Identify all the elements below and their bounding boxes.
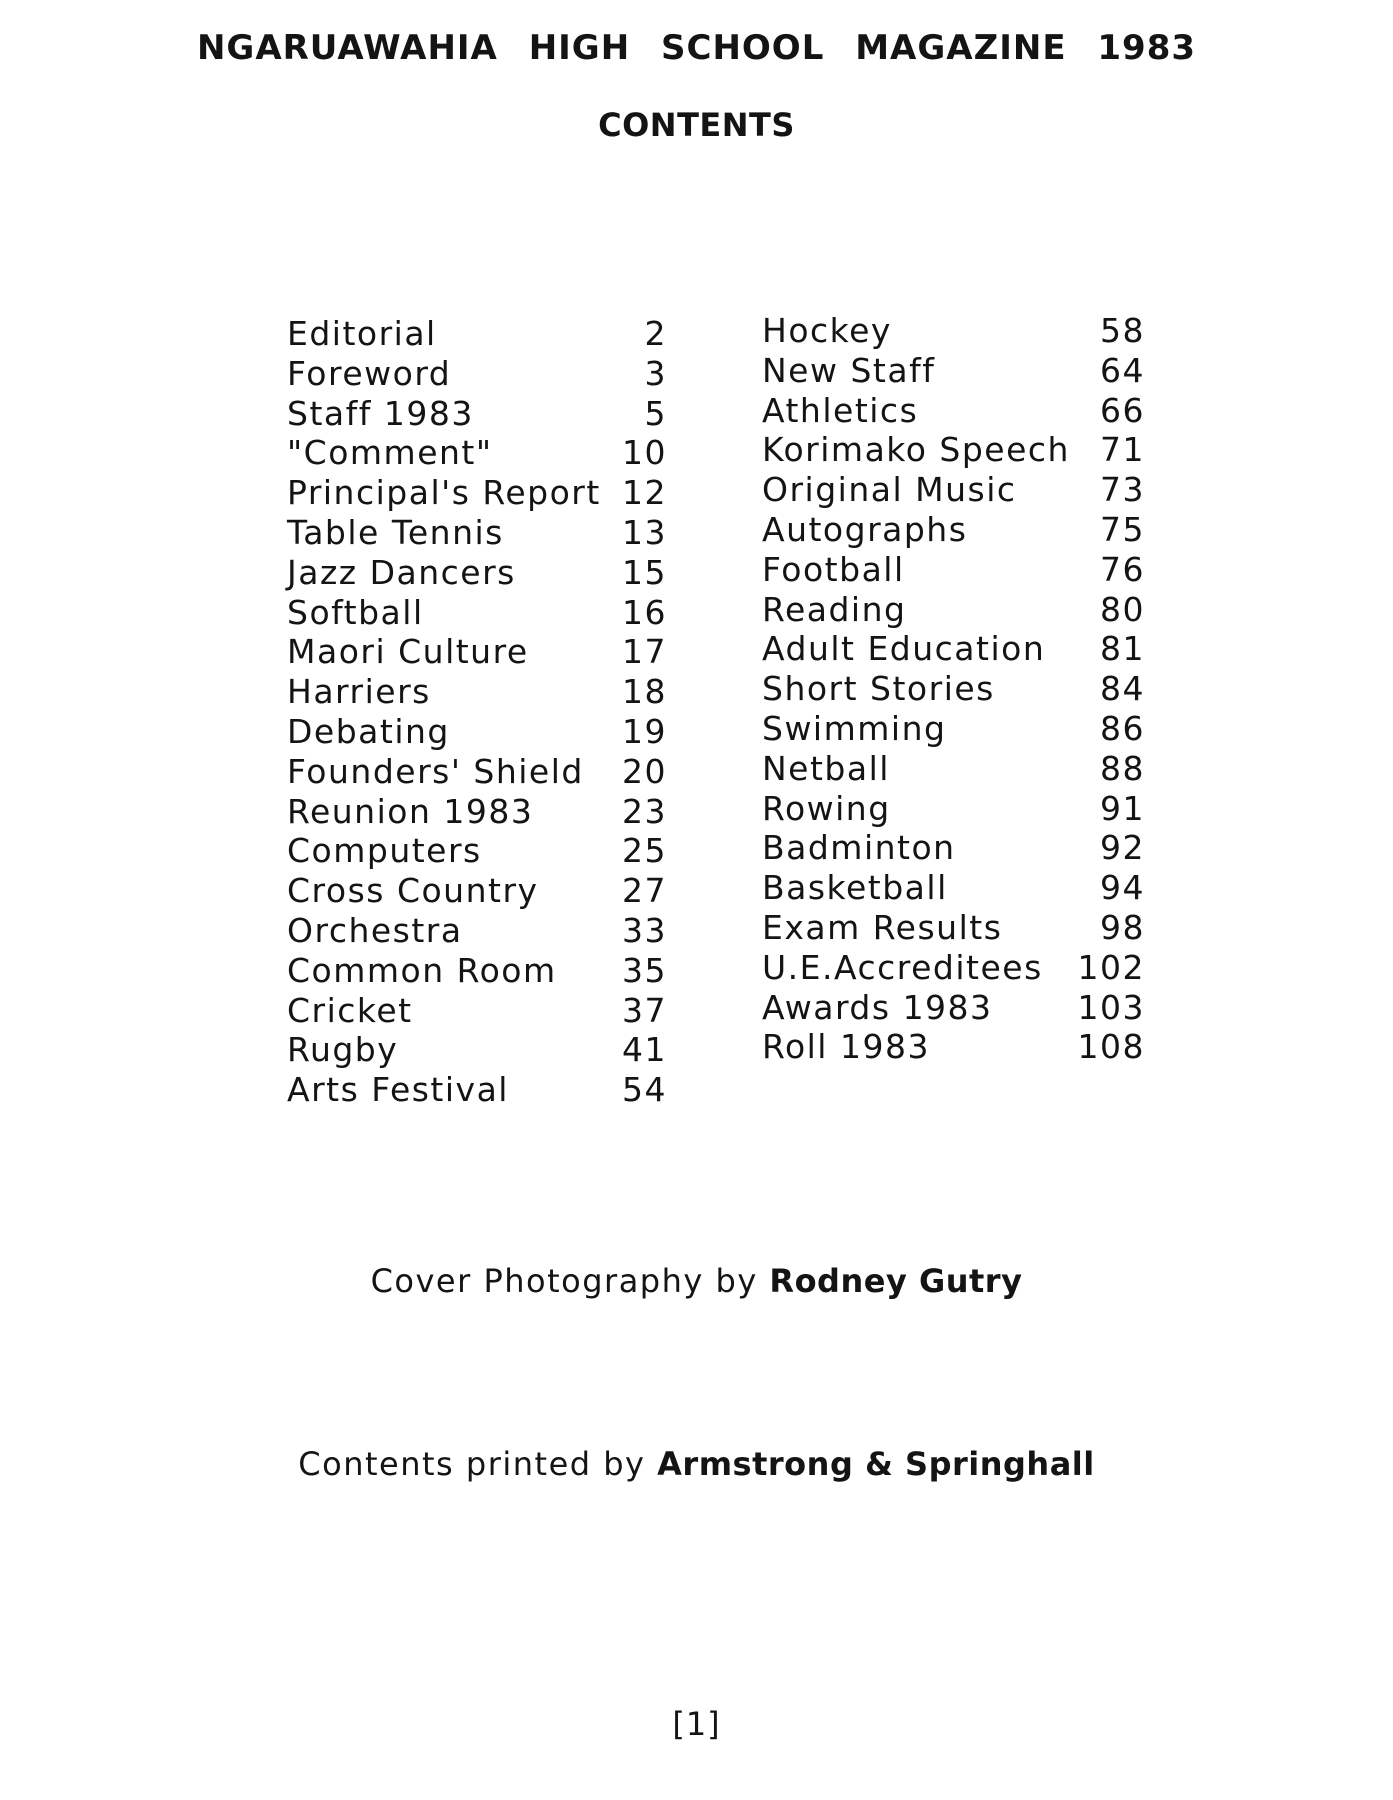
toc-entry-page: 73: [1100, 470, 1145, 510]
toc-entry-title: Cross Country: [287, 871, 539, 911]
toc-entry-page: 75: [1100, 509, 1145, 549]
toc-entry: [287, 433, 667, 473]
toc-entry-page: 66: [1100, 390, 1145, 430]
toc-entry: [762, 351, 1145, 391]
toc-entry-title: Basketball: [762, 868, 948, 908]
toc-entry: [287, 593, 667, 633]
toc-entry-page: 54: [622, 1070, 667, 1110]
toc-entry-page: 20: [622, 751, 667, 791]
toc-entry: [762, 430, 1145, 470]
printer-credit-label: Contents printed by: [298, 1445, 646, 1483]
toc-entry-page: 84: [1100, 669, 1145, 709]
toc-entry-page: 94: [1100, 868, 1145, 908]
toc-entry-title: Netball: [762, 748, 890, 788]
toc-entry: [287, 991, 667, 1031]
toc-entry-page: 71: [1100, 430, 1145, 470]
toc-entry: [762, 948, 1145, 988]
toc-entry-page: 103: [1077, 987, 1145, 1027]
toc-entry-title: Original Music: [762, 470, 1017, 510]
toc-entry: [762, 908, 1145, 948]
toc-entry: [287, 632, 667, 672]
toc-entry: [762, 510, 1145, 550]
toc-entry: [287, 354, 667, 394]
toc-left-column: [287, 314, 667, 1110]
toc-entry: [287, 792, 667, 832]
toc-entry-page: 86: [1100, 708, 1145, 748]
toc-entry-title: Staff 1983: [287, 393, 474, 433]
toc-entry-title: Debating: [287, 711, 450, 751]
toc-entry-page: 80: [1100, 589, 1145, 629]
cover-credit-label: Cover Photography by: [370, 1262, 758, 1300]
toc-entry-page: 13: [622, 512, 667, 552]
toc-entry: [762, 749, 1145, 789]
page-number: [1]: [672, 1705, 721, 1743]
toc-entry: [287, 911, 667, 951]
toc-entry: [287, 712, 667, 752]
toc-entry-page: 5: [644, 393, 667, 433]
toc-entry-title: "Comment": [287, 433, 493, 473]
toc-entry-page: 88: [1100, 748, 1145, 788]
toc-entry: [762, 391, 1145, 431]
toc-entry: [762, 1027, 1145, 1067]
toc-entry-title: Arts Festival: [287, 1070, 509, 1110]
toc-entry-page: 91: [1100, 788, 1145, 828]
toc-entry-title: U.E.Accreditees: [762, 947, 1043, 987]
toc-entry-page: 98: [1100, 907, 1145, 947]
toc-entry-page: 12: [622, 473, 667, 513]
toc-entry: [762, 709, 1145, 749]
toc-entry: [762, 988, 1145, 1028]
toc-entry-title: Common Room: [287, 950, 557, 990]
toc-entry-title: Hockey: [762, 311, 892, 350]
toc-entry: [287, 831, 667, 871]
toc-entry-page: 15: [622, 552, 667, 592]
toc-entry-title: Autographs: [762, 509, 968, 549]
toc-entry-page: 3: [644, 353, 667, 393]
cover-photography-credit: [0, 1262, 1393, 1300]
cover-photographer-name: Rodney Gutry: [769, 1262, 1023, 1300]
toc-entry-title: Exam Results: [762, 907, 1003, 947]
toc-right-column: [762, 311, 1145, 1067]
toc-entry-page: 23: [622, 791, 667, 831]
toc-entry-page: 76: [1100, 549, 1145, 589]
toc-entry-title: Adult Education: [762, 629, 1046, 669]
toc-entry-title: Short Stories: [762, 669, 995, 709]
toc-entry: [287, 672, 667, 712]
magazine-title: NGARUAWAHIA HIGH SCHOOL MAGAZINE 1983: [196, 28, 1197, 68]
toc-entry-page: 64: [1100, 350, 1145, 390]
toc-entry: [762, 550, 1145, 590]
toc-entry-title: Roll 1983: [762, 1027, 930, 1067]
toc-entry-page: 2: [644, 314, 667, 353]
toc-entry-title: Founders' Shield: [287, 751, 584, 791]
toc-entry-page: 92: [1100, 828, 1145, 868]
toc-entry-page: 37: [622, 990, 667, 1030]
toc-entry-title: Football: [762, 549, 905, 589]
toc-entry: [762, 470, 1145, 510]
toc-entry-title: Reading: [762, 589, 907, 629]
toc-entry-title: Swimming: [762, 708, 947, 748]
toc-entry-title: Jazz Dancers: [287, 552, 516, 592]
toc-entry-page: 10: [622, 433, 667, 473]
contents-heading: CONTENTS: [598, 106, 795, 144]
toc-entry-title: Foreword: [287, 353, 452, 393]
toc-entry-page: 58: [1100, 311, 1145, 350]
toc-entry-title: New Staff: [762, 350, 936, 390]
toc-entry: [762, 590, 1145, 630]
printer-name: Armstrong & Springhall: [657, 1445, 1095, 1483]
toc-entry: [287, 314, 667, 354]
toc-entry: [287, 951, 667, 991]
toc-entry-title: Harriers: [287, 672, 431, 712]
toc-entry-page: 19: [622, 711, 667, 751]
printer-credit: [0, 1445, 1393, 1483]
toc-entry-page: 108: [1077, 1027, 1145, 1067]
toc-entry-title: Badminton: [762, 828, 956, 868]
toc-entry-page: 33: [622, 910, 667, 950]
toc-entry: [762, 789, 1145, 829]
toc-entry-title: Awards 1983: [762, 987, 993, 1027]
toc-entry-page: 81: [1100, 629, 1145, 669]
toc-entry-page: 18: [622, 672, 667, 712]
toc-entry-title: Rugby: [287, 1030, 399, 1070]
toc-entry: [287, 394, 667, 434]
toc-entry-title: Korimako Speech: [762, 430, 1070, 470]
toc-entry-page: 35: [622, 950, 667, 990]
toc-entry: [287, 752, 667, 792]
toc-entry-title: Editorial: [287, 314, 437, 353]
toc-entry-title: Maori Culture: [287, 632, 529, 672]
toc-entry: [287, 553, 667, 593]
toc-entry-title: Softball: [287, 592, 424, 632]
toc-entry-title: Table Tennis: [287, 512, 504, 552]
toc-entry: [287, 871, 667, 911]
toc-entry-page: 16: [622, 592, 667, 632]
toc-entry-page: 102: [1077, 947, 1145, 987]
toc-entry: [287, 1070, 667, 1110]
toc-entry: [762, 311, 1145, 351]
toc-entry-title: Cricket: [287, 990, 413, 1030]
toc-entry-title: Computers: [287, 831, 482, 871]
toc-entry-title: Reunion 1983: [287, 791, 534, 831]
toc-entry: [287, 1030, 667, 1070]
toc-entry-page: 27: [622, 871, 667, 911]
toc-entry-page: 25: [622, 831, 667, 871]
toc-entry: [287, 473, 667, 513]
toc-entry-title: Orchestra: [287, 910, 463, 950]
toc-entry-title: Rowing: [762, 788, 891, 828]
toc-entry-title: Principal's Report: [287, 473, 601, 513]
toc-entry: [762, 828, 1145, 868]
toc-entry-page: 41: [622, 1030, 667, 1070]
toc-entry: [287, 513, 667, 553]
toc-entry: [762, 669, 1145, 709]
toc-entry: [762, 868, 1145, 908]
toc-entry-page: 17: [622, 632, 667, 672]
toc-entry: [762, 629, 1145, 669]
toc-entry-title: Athletics: [762, 390, 919, 430]
